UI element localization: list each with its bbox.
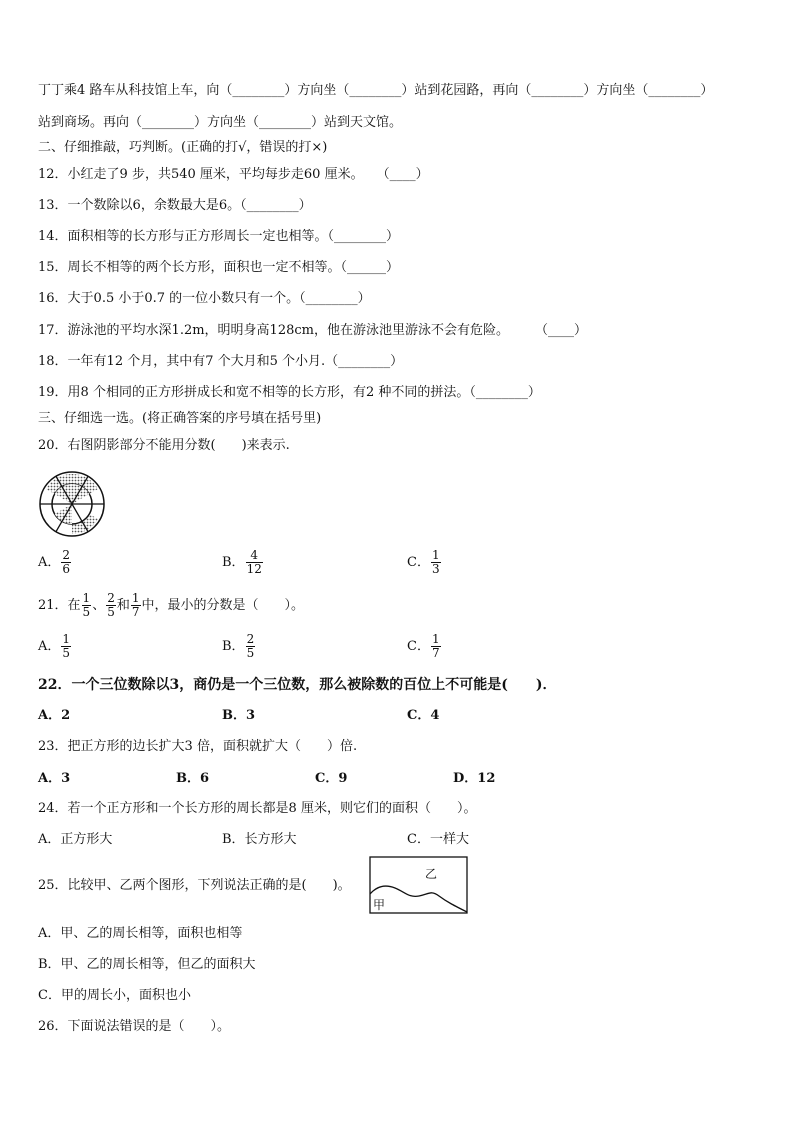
intro-line-2: 站到商场。再向（________）方向坐（________）站到天文馆。 <box>38 115 403 130</box>
numerator: 2 <box>107 591 115 605</box>
q24-option-b[interactable]: B．长方形大 <box>222 832 297 847</box>
circle-figure <box>38 470 106 538</box>
question-23: 23．把正方形的边长扩大3 倍，面积就扩大（ ）倍. <box>38 739 358 754</box>
denominator: 7 <box>131 605 140 619</box>
numerator: 1 <box>431 632 440 646</box>
label-yi: 乙 <box>425 867 438 881</box>
fraction <box>431 549 441 576</box>
option-label: A． <box>38 639 61 654</box>
question-text: 面积相等的长方形与正方形周长一定也相等。（________） <box>67 229 400 244</box>
numerator: 4 <box>250 548 259 562</box>
q25-option-c[interactable]: C．甲的周长小，面积也小 <box>38 988 191 1003</box>
option-label: A． <box>38 555 61 570</box>
question-text: 大于0.5 小于0.7 的一位小数只有一个。（________） <box>67 291 371 306</box>
question-24: 24．若一个正方形和一个长方形的周长都是8 厘米，则它们的面积（ ）。 <box>38 801 477 816</box>
q24-option-a[interactable]: A．正方形大 <box>38 832 113 847</box>
denominator: 5 <box>246 646 255 660</box>
question-number: 16． <box>38 291 68 306</box>
fraction <box>106 592 116 619</box>
question-16 <box>38 291 371 307</box>
question-text: 用8 个相同的正方形拼成长和宽不相等的长方形，有2 种不同的拼法。（________） <box>67 385 541 400</box>
q20-option-a[interactable] <box>38 549 72 576</box>
question-number: 15． <box>38 260 68 275</box>
numerator: 1 <box>431 548 440 562</box>
numerator: 1 <box>82 591 91 605</box>
q20-option-b[interactable] <box>222 549 264 576</box>
q22-option-a[interactable]: A．2 <box>38 708 71 723</box>
q25-option-b[interactable]: B．甲、乙的周长相等，但乙的面积大 <box>38 957 256 972</box>
question-number: 17． <box>38 323 68 338</box>
question-text: 一个数除以6，余数最大是6。（________） <box>67 198 312 213</box>
q20-option-c[interactable] <box>407 549 442 576</box>
numerator: 1 <box>131 591 140 605</box>
question-20: 20．右图阴影部分不能用分数( )来表示. <box>38 438 290 453</box>
section-3-heading: 三、仔细选一选。(将正确答案的序号填在括号里) <box>38 411 322 426</box>
question-number: 13． <box>38 198 68 213</box>
question-25: 25．比较甲、乙两个图形，下列说法正确的是( )。 <box>38 878 351 893</box>
question-prefix: 21．在 <box>38 598 81 613</box>
question-text: 小红走了9 步，共540 厘米，平均每步走60 厘米。 （____） <box>67 167 429 182</box>
question-number: 14． <box>38 229 68 244</box>
question-13 <box>38 198 312 214</box>
fraction <box>61 549 71 576</box>
intro-line-1: 丁丁乘4 路车从科技馆上车，向（________）方向坐（________）站到花园路，再向（________）方向坐（________） <box>38 83 714 98</box>
q23-option-d[interactable]: D．12 <box>453 771 496 786</box>
q21-option-a[interactable] <box>38 633 72 660</box>
denominator: 7 <box>431 646 440 660</box>
denominator: 12 <box>246 562 262 576</box>
question-12 <box>38 167 429 183</box>
option-label: B． <box>222 639 245 654</box>
numerator: 1 <box>62 632 71 646</box>
denominator: 6 <box>62 562 71 576</box>
q25-option-a[interactable]: A．甲、乙的周长相等，面积也相等 <box>38 926 243 941</box>
question-number: 19． <box>38 385 68 400</box>
question-number: 18． <box>38 354 68 369</box>
fraction <box>246 549 263 576</box>
fraction <box>431 633 441 660</box>
separator: 和 <box>116 598 130 613</box>
q21-option-b[interactable] <box>222 633 256 660</box>
q22-option-b[interactable]: B．3 <box>222 708 256 723</box>
question-text: 周长不相等的两个长方形，面积也一定不相等。（______） <box>67 260 400 275</box>
question-suffix: 中，最小的分数是（ ）。 <box>141 598 305 613</box>
numerator: 2 <box>62 548 71 562</box>
question-text: 游泳池的平均水深1.2m，明明身高128cm，他在游泳池里游泳不会有危险。 （____） <box>67 323 587 338</box>
option-label: B． <box>222 555 245 570</box>
jia-yi-figure <box>369 856 469 915</box>
fraction <box>131 592 141 619</box>
question-21 <box>38 592 304 619</box>
denominator: 3 <box>431 562 440 576</box>
numerator: 2 <box>246 632 255 646</box>
label-jia: 甲 <box>373 898 386 912</box>
denominator: 5 <box>62 646 71 660</box>
denominator: 5 <box>107 605 115 619</box>
fraction <box>246 633 256 660</box>
question-26: 26．下面说法错误的是（ ）。 <box>38 1019 231 1034</box>
question-19 <box>38 385 541 401</box>
q23-option-b[interactable]: B．6 <box>176 771 210 786</box>
fraction <box>82 592 92 619</box>
denominator: 5 <box>82 605 91 619</box>
question-14 <box>38 229 399 245</box>
fraction <box>61 633 71 660</box>
question-number: 12． <box>38 167 68 182</box>
q23-option-a[interactable]: A．3 <box>38 771 71 786</box>
question-18 <box>38 354 403 370</box>
question-22: 22．一个三位数除以3，商仍是一个三位数，那么被除数的百位上不可能是( )． <box>38 677 557 693</box>
q22-option-c[interactable]: C．4 <box>407 708 440 723</box>
section-2-heading: 二、仔细推敲，巧判断。(正确的打√，错误的打×) <box>38 140 328 155</box>
question-17 <box>38 323 587 339</box>
q24-option-c[interactable]: C．一样大 <box>407 832 469 847</box>
option-label: C． <box>407 639 430 654</box>
separator: 、 <box>92 598 106 613</box>
option-label: C． <box>407 555 430 570</box>
q21-option-c[interactable] <box>407 633 442 660</box>
question-15 <box>38 260 399 276</box>
question-text: 一年有12 个月，其中有7 个大月和5 个小月.（________） <box>67 354 404 369</box>
q23-option-c[interactable]: C．9 <box>315 771 348 786</box>
